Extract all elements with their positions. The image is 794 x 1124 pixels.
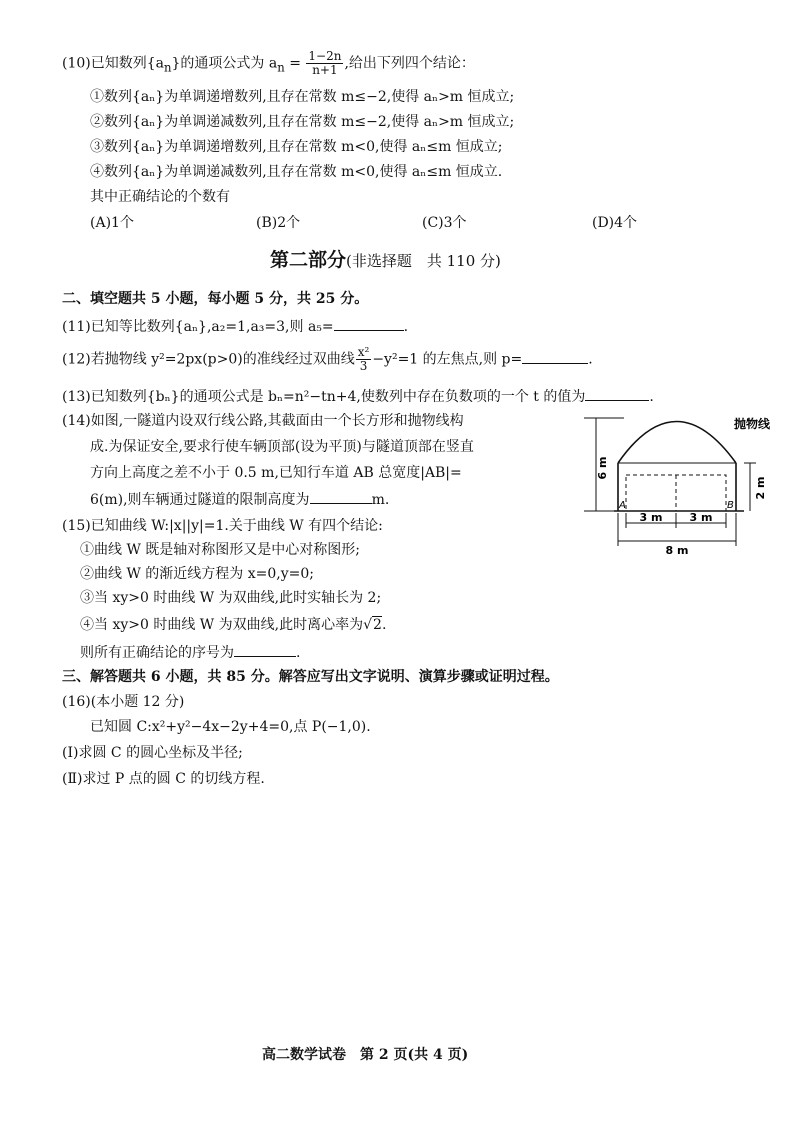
q14-line-3: 方向上高度之差不小于 0.5 m,已知行车道 AB 总宽度|AB|= (90, 465, 462, 481)
label-3m-right: 3 m (689, 511, 713, 524)
part2-title-sub: (非选择题 共 110 分) (346, 252, 501, 270)
label-2m: 2 m (754, 476, 767, 500)
q10-frac-den: n+1 (312, 63, 338, 77)
q16-part-i: (Ⅰ)求圆 C 的圆心坐标及半径; (62, 745, 243, 761)
q15-option-2: ②曲线 W 的渐近线方程为 x=0,y=0; (80, 566, 314, 582)
q15-ask (80, 642, 300, 662)
q13 (62, 386, 654, 406)
q15-ask-end: . (296, 645, 301, 661)
q10-stem-b: }的通项公式为 a (171, 55, 278, 72)
q15-stem: (15)已知曲线 W:|x||y|=1.关于曲线 W 有四个结论: (62, 518, 383, 534)
page-footer: 高二数学试卷 第 2 页(共 4 页) (262, 1047, 469, 1063)
q15-option-1: ①曲线 W 既是轴对称图形又是中心对称图形; (80, 542, 361, 558)
fill-header: 二、填空题共 5 小题，每小题 5 分，共 25 分。 (62, 291, 369, 307)
label-8m: 8 m (665, 544, 689, 557)
q12-frac-den: 3 (359, 359, 368, 373)
q10-option-1: ①数列{aₙ}为单调递增数列,且存在常数 m≤−2,使得 aₙ>m 恒成立; (90, 89, 515, 105)
part2-title-main: 第二部分 (270, 249, 347, 271)
q12-text-a: (12)若抛物线 y²=2px(p>0)的准线经过双曲线 (62, 351, 355, 368)
q14-line-2: 成.为保证安全,要求行使车辆顶部(设为平顶)与隧道顶部在竖直 (90, 439, 474, 455)
q10-ask: 其中正确结论的个数有 (90, 189, 230, 205)
q13-text: (13)已知数列{bₙ}的通项公式是 bₙ=n²−tn+4,使数列中存在负数项的一个 t 的值为 (62, 389, 586, 405)
q13-end: . (649, 389, 654, 405)
q10-choice-c: (C)3个 (422, 215, 467, 231)
q10-stem-c: = (284, 55, 306, 72)
q10-choice-d: (D)4个 (592, 215, 638, 231)
part2-title (270, 248, 501, 273)
q12-text-b: −y²=1 的左焦点,则 p= (372, 351, 523, 368)
q15-option-4: ④当 xy>0 时曲线 W 为双曲线,此时离心率为√2. (80, 617, 387, 633)
q11-end: . (403, 319, 409, 335)
tunnel-figure (584, 408, 780, 558)
q10-choice-a: (A)1个 (90, 215, 134, 231)
q12-end: . (588, 351, 593, 368)
q10-fraction (306, 50, 343, 77)
q14-answer-blank[interactable] (310, 489, 372, 504)
q10-stem-d: ,给出下列四个结论： (344, 55, 475, 72)
q14-line-1: (14)如图,一隧道内设双行线公路,其截面由一个长方形和抛物线构 (62, 413, 464, 429)
q10-stem (62, 50, 475, 77)
q10-sub-n2: n (277, 60, 285, 75)
q15-option-4-end: . (381, 617, 387, 633)
q10-choice-b: (B)2个 (256, 215, 301, 231)
solve-header: 三、解答题共 6 小题，共 85 分。解答应写出文字说明、演算步骤或证明过程。 (62, 669, 559, 685)
q11-text: (11)已知等比数列{aₙ},a₂=1,a₃=3,则 a₅= (62, 319, 334, 335)
parabola-arch (618, 422, 736, 464)
q15-ask-text: 则所有正确结论的序号为 (80, 645, 234, 661)
q11 (62, 316, 408, 336)
q15-answer-blank[interactable] (234, 642, 296, 657)
q16-given: 已知圆 C:x²+y²−4x−2y+4=0,点 P(−1,0). (90, 719, 371, 735)
q10-sub-n: n (164, 60, 172, 75)
q12-answer-blank[interactable] (522, 349, 588, 364)
q16-title: (16)(本小题 12 分) (62, 694, 185, 710)
q13-answer-blank[interactable] (585, 386, 649, 401)
label-6m: 6 m (596, 456, 609, 480)
q15-option-3: ③当 xy>0 时曲线 W 为双曲线,此时实轴长为 2; (80, 590, 382, 606)
q10-frac-num: 1−2n (308, 49, 342, 63)
label-b: B (727, 500, 734, 511)
q12-frac-num: x² (357, 345, 370, 359)
q14-line-4-text: 6(m),则车辆通过隧道的限制高度为 (90, 492, 310, 508)
q10-option-2: ②数列{aₙ}为单调递减数列,且存在常数 m≤−2,使得 aₙ>m 恒成立; (90, 114, 515, 130)
q12 (62, 346, 593, 373)
q14-line-4 (90, 489, 389, 509)
q10-stem-a: (10)已知数列{a (62, 55, 164, 72)
q16-part-ii: (Ⅱ)求过 P 点的圆 C 的切线方程. (62, 771, 265, 787)
q10-option-3: ③数列{aₙ}为单调递增数列,且存在常数 m<0,使得 aₙ≤m 恒成立; (90, 139, 503, 155)
q12-fraction (356, 346, 372, 373)
q15-option-4-text: ④当 xy>0 时曲线 W 为双曲线,此时离心率为 (80, 617, 364, 633)
label-parabola: 抛物线 (734, 417, 771, 431)
q10-option-4: ④数列{aₙ}为单调递减数列,且存在常数 m<0,使得 aₙ≤m 恒成立. (90, 164, 503, 180)
q15-sqrt-value: 2 (373, 617, 382, 633)
q14-unit: m. (371, 492, 390, 508)
q11-answer-blank[interactable] (334, 316, 404, 331)
label-3m-left: 3 m (639, 511, 663, 524)
label-a: A (619, 500, 626, 511)
